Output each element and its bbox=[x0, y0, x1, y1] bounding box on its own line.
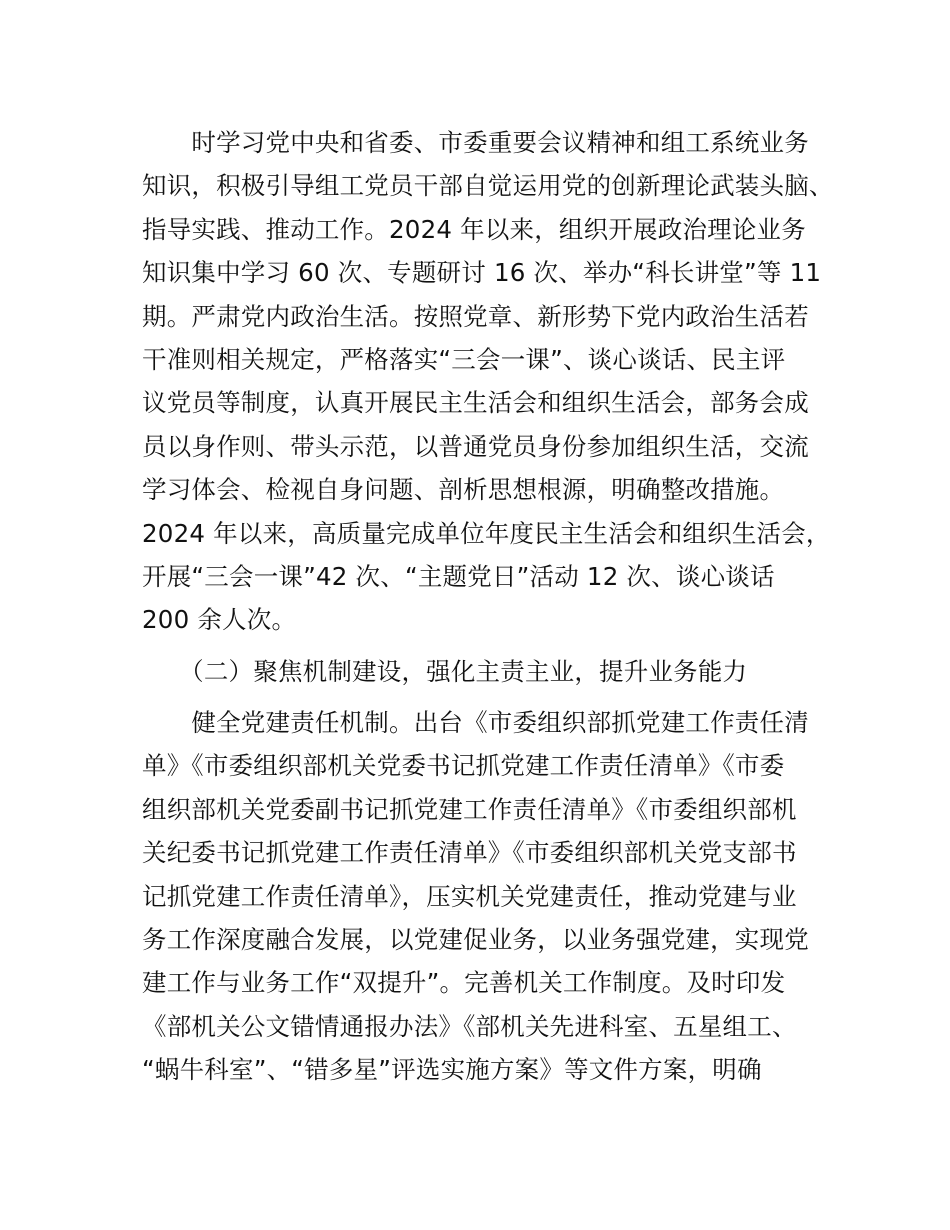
paragraph-2 bbox=[142, 701, 832, 1092]
text-line: 开展“三会一课”42 次、“主题党日”活动 12 次、谈心谈话 bbox=[142, 561, 775, 591]
text-line: 指导实践、推动工作。2024 年以来，组织开展政治理论业务 bbox=[142, 214, 806, 244]
text-line: 组织部机关党委副书记抓党建工作责任清单》《市委组织部机 bbox=[142, 794, 797, 824]
text-line: 200 余人次。 bbox=[142, 605, 297, 635]
text-line: 健全党建责任机制。出台《市委组织部抓党建工作责任清 bbox=[142, 708, 809, 738]
text-line: 知识，积极引导组工党员干部自觉运用党的创新理论武装头脑、 bbox=[142, 171, 834, 201]
paragraph-1 bbox=[142, 121, 832, 642]
text-line: 建工作与业务工作“双提升”。完善机关工作制度。及时印发 bbox=[142, 968, 786, 998]
text-line: 记抓党建工作责任清单》，压实机关党建责任，推动党建与业 bbox=[142, 881, 797, 911]
section-heading: （二）聚焦机制建设，强化主责主业，提升业务能力 bbox=[142, 656, 748, 686]
paragraph-gap bbox=[142, 693, 832, 701]
text-line: 学习体会、检视自身问题、剖析思想根源，明确整改措施。 bbox=[142, 475, 785, 505]
text-line: 员以身作则、带头示范，以普通党员身份参加组织生活，交流 bbox=[142, 431, 809, 461]
document-body bbox=[142, 121, 832, 1092]
text-line: 知识集中学习 60 次、专题研讨 16 次、举办“科长讲堂”等 11 bbox=[142, 258, 822, 288]
paragraph-gap bbox=[142, 642, 832, 650]
text-line: 务工作深度融合发展，以党建促业务，以业务强党建，实现党 bbox=[142, 925, 809, 955]
text-line: 干准则相关规定，严格落实“三会一课”、谈心谈话、民主评 bbox=[142, 344, 786, 374]
text-line: 议党员等制度，认真开展民主生活会和组织生活会，部务会成 bbox=[142, 388, 809, 418]
text-line: 期。严肃党内政治生活。按照党章、新形势下党内政治生活若 bbox=[142, 301, 809, 331]
text-line: 单》《市委组织部机关党委书记抓党建工作责任清单》《市委 bbox=[142, 751, 785, 781]
text-line: 《部机关公文错情通报办法》《部机关先进科室、五星组工、 bbox=[142, 1011, 797, 1041]
text-line: “蜗牛科室”、“错多星”评选实施方案》等文件方案，明确 bbox=[142, 1055, 762, 1085]
text-line: 2024 年以来，高质量完成单位年度民主生活会和组织生活会， bbox=[142, 518, 831, 548]
text-line: 时学习党中央和省委、市委重要会议精神和组工系统业务 bbox=[142, 128, 809, 157]
text-line: 关纪委书记抓党建工作责任清单》《市委组织部机关党支部书 bbox=[142, 838, 797, 868]
